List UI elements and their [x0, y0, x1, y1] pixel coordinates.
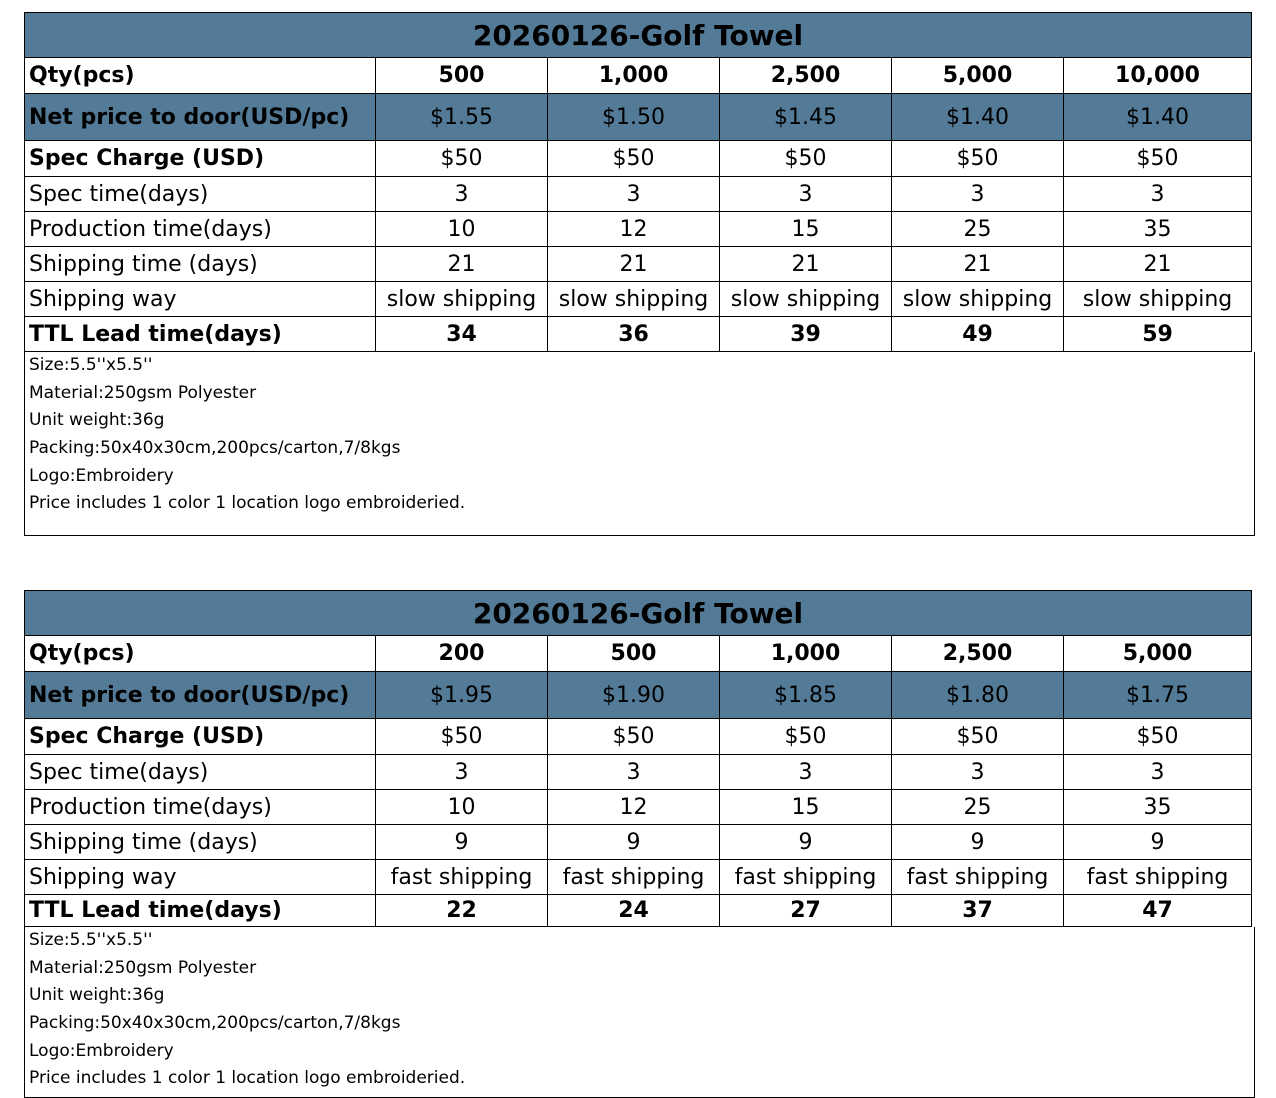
shipping-time-cell: 21: [892, 247, 1064, 282]
production-time-cell: 35: [1064, 790, 1252, 825]
shipping-time-cell: 21: [376, 247, 548, 282]
qty-cell: 5,000: [892, 58, 1064, 94]
row-label-qty: Qty(pcs): [25, 58, 376, 94]
shipping-time-cell: 9: [720, 825, 892, 860]
note-unit-weight: Unit weight:36g: [29, 410, 165, 431]
production-time-cell: 12: [548, 790, 720, 825]
lead-time-cell: 27: [720, 895, 892, 927]
spec-charge-cell: $50: [376, 719, 548, 755]
row-label-shipping-time: Shipping time (days): [25, 825, 376, 860]
spec-notes: [24, 927, 1255, 1098]
quote-sheet-2: [24, 590, 1251, 1098]
shipping-way-cell: slow shipping: [1064, 282, 1252, 317]
shipping-time-cell: 21: [548, 247, 720, 282]
lead-time-cell: 49: [892, 317, 1064, 352]
qty-cell: 10,000: [1064, 58, 1252, 94]
qty-cell: 2,500: [720, 58, 892, 94]
spec-time-cell: 3: [1064, 177, 1252, 212]
note-packing: Packing:50x40x30cm,200pcs/carton,7/8kgs: [29, 1013, 401, 1034]
qty-cell: 200: [376, 636, 548, 672]
shipping-way-cell: fast shipping: [1064, 860, 1252, 895]
shipping-time-cell: 21: [720, 247, 892, 282]
price-cell: $1.40: [1064, 94, 1252, 141]
lead-time-cell: 47: [1064, 895, 1252, 927]
price-cell: $1.55: [376, 94, 548, 141]
qty-cell: 500: [376, 58, 548, 94]
spec-charge-cell: $50: [720, 141, 892, 177]
spec-charge-cell: $50: [720, 719, 892, 755]
table-title: 20260126-Golf Towel: [25, 591, 1252, 636]
lead-time-cell: 34: [376, 317, 548, 352]
row-label-spec-charge: Spec Charge (USD): [25, 141, 376, 177]
shipping-way-cell: fast shipping: [892, 860, 1064, 895]
shipping-way-cell: fast shipping: [548, 860, 720, 895]
lead-time-cell: 59: [1064, 317, 1252, 352]
qty-cell: 1,000: [720, 636, 892, 672]
shipping-way-cell: slow shipping: [548, 282, 720, 317]
production-time-cell: 12: [548, 212, 720, 247]
row-label-shipping-time: Shipping time (days): [25, 247, 376, 282]
spec-charge-cell: $50: [892, 141, 1064, 177]
note-size: Size:5.5''x5.5'': [29, 930, 153, 950]
quote-table: [24, 12, 1252, 352]
quote-sheet-1: [24, 12, 1251, 536]
row-label-production-time: Production time(days): [25, 212, 376, 247]
shipping-way-cell: slow shipping: [720, 282, 892, 317]
spec-time-cell: 3: [376, 755, 548, 790]
qty-cell: 5,000: [1064, 636, 1252, 672]
qty-cell: 2,500: [892, 636, 1064, 672]
price-cell: $1.95: [376, 672, 548, 719]
spec-time-cell: 3: [892, 177, 1064, 212]
spec-time-cell: 3: [1064, 755, 1252, 790]
spec-time-cell: 3: [892, 755, 1064, 790]
spec-time-cell: 3: [548, 755, 720, 790]
shipping-time-cell: 21: [1064, 247, 1252, 282]
spec-time-cell: 3: [548, 177, 720, 212]
row-label-spec-charge: Spec Charge (USD): [25, 719, 376, 755]
note-unit-weight: Unit weight:36g: [29, 985, 165, 1006]
shipping-way-cell: slow shipping: [892, 282, 1064, 317]
note-logo: Logo:Embroidery: [29, 465, 174, 486]
row-label-spec-time: Spec time(days): [25, 755, 376, 790]
spec-time-cell: 3: [720, 177, 892, 212]
spec-notes: [24, 352, 1255, 536]
qty-cell: 500: [548, 636, 720, 672]
spec-time-cell: 3: [720, 755, 892, 790]
note-size: Size:5.5''x5.5'': [29, 355, 153, 375]
production-time-cell: 10: [376, 790, 548, 825]
row-label-production-time: Production time(days): [25, 790, 376, 825]
production-time-cell: 10: [376, 212, 548, 247]
shipping-way-cell: fast shipping: [376, 860, 548, 895]
row-label-net-price: Net price to door(USD/pc): [25, 94, 376, 141]
qty-cell: 1,000: [548, 58, 720, 94]
row-label-spec-time: Spec time(days): [25, 177, 376, 212]
price-cell: $1.75: [1064, 672, 1252, 719]
shipping-time-cell: 9: [892, 825, 1064, 860]
row-label-qty: Qty(pcs): [25, 636, 376, 672]
spec-time-cell: 3: [376, 177, 548, 212]
lead-time-cell: 22: [376, 895, 548, 927]
price-cell: $1.50: [548, 94, 720, 141]
production-time-cell: 25: [892, 212, 1064, 247]
spec-charge-cell: $50: [548, 141, 720, 177]
price-cell: $1.40: [892, 94, 1064, 141]
price-cell: $1.45: [720, 94, 892, 141]
note-price-includes: Price includes 1 color 1 location logo embroideried.: [29, 1068, 466, 1089]
spec-charge-cell: $50: [1064, 719, 1252, 755]
price-cell: $1.80: [892, 672, 1064, 719]
row-label-net-price: Net price to door(USD/pc): [25, 672, 376, 719]
spec-charge-cell: $50: [376, 141, 548, 177]
shipping-time-cell: 9: [376, 825, 548, 860]
price-cell: $1.85: [720, 672, 892, 719]
shipping-way-cell: slow shipping: [376, 282, 548, 317]
production-time-cell: 15: [720, 790, 892, 825]
row-label-ttl-lead-time: TTL Lead time(days): [25, 317, 376, 352]
row-label-shipping-way: Shipping way: [25, 860, 376, 895]
lead-time-cell: 36: [548, 317, 720, 352]
shipping-time-cell: 9: [548, 825, 720, 860]
table-title: 20260126-Golf Towel: [25, 13, 1252, 58]
price-cell: $1.90: [548, 672, 720, 719]
spec-charge-cell: $50: [892, 719, 1064, 755]
production-time-cell: 15: [720, 212, 892, 247]
production-time-cell: 25: [892, 790, 1064, 825]
spec-charge-cell: $50: [548, 719, 720, 755]
quote-table: [24, 590, 1252, 927]
shipping-time-cell: 9: [1064, 825, 1252, 860]
spec-charge-cell: $50: [1064, 141, 1252, 177]
note-material: Material:250gsm Polyester: [29, 957, 257, 978]
lead-time-cell: 37: [892, 895, 1064, 927]
note-material: Material:250gsm Polyester: [29, 382, 257, 403]
row-label-shipping-way: Shipping way: [25, 282, 376, 317]
lead-time-cell: 39: [720, 317, 892, 352]
row-label-ttl-lead-time: TTL Lead time(days): [25, 895, 376, 927]
note-price-includes: Price includes 1 color 1 location logo embroideried.: [29, 493, 466, 514]
lead-time-cell: 24: [548, 895, 720, 927]
note-logo: Logo:Embroidery: [29, 1040, 174, 1061]
note-packing: Packing:50x40x30cm,200pcs/carton,7/8kgs: [29, 438, 401, 459]
shipping-way-cell: fast shipping: [720, 860, 892, 895]
production-time-cell: 35: [1064, 212, 1252, 247]
